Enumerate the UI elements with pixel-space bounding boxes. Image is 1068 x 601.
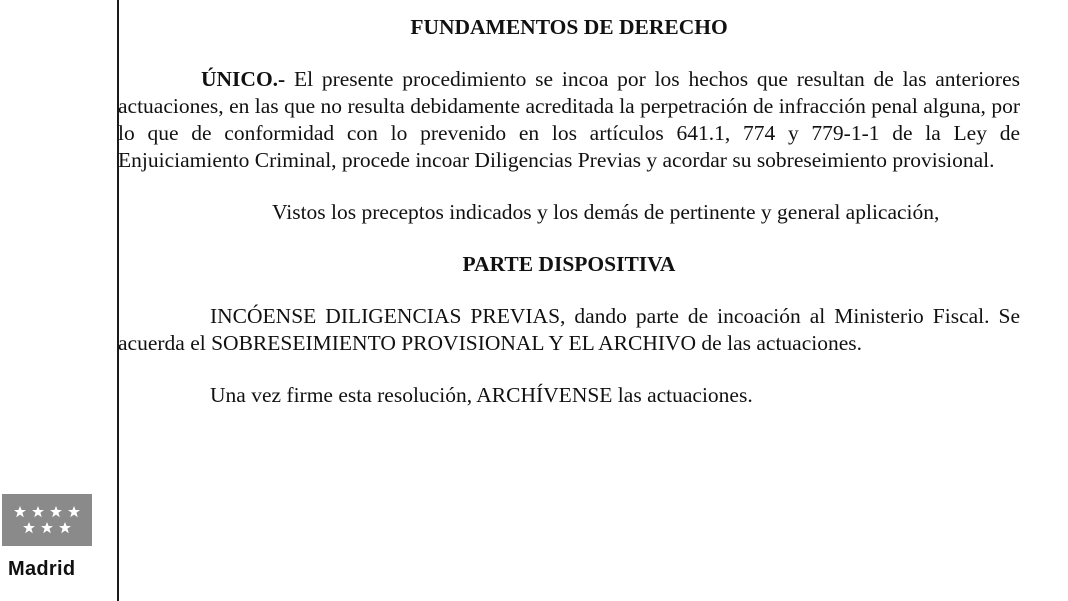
stars-icon	[11, 502, 83, 538]
paragraph-incoense: INCÓENSE DILIGENCIAS PREVIAS, dando parte de incoación al Ministerio Fiscal. Se acuerda el SOBRESEIMIENTO PROVISIONAL Y EL ARCHIVO de las actuaciones.	[118, 304, 1020, 355]
paragraph-vistos: Vistos los preceptos indicados y los demás de pertinente y general aplicación,	[272, 200, 940, 224]
logo-label: Madrid	[8, 558, 76, 580]
madrid-logo	[2, 494, 92, 546]
unico-label: ÚNICO.-	[201, 67, 286, 91]
paragraph-archivense: Una vez firme esta resolución, ARCHÍVENSE las actuaciones.	[210, 383, 753, 407]
unico-text: El presente procedimiento se incoa por los hechos que resultan de las anteriores actuaciones, en las que no resulta debidamente acreditada la perpetración de infracción penal alguna, por lo que de conformidad con lo prevenido en los artículos 641.1, 774 y 779-1-1 de la Ley de Enjuiciamiento Criminal, procede incoar Diligencias Previas y acordar su sobreseimiento provisional.	[118, 67, 1020, 172]
heading-fundamentos: FUNDAMENTOS DE DERECHO	[410, 15, 728, 39]
heading-parte-dispositiva: PARTE DISPOSITIVA	[462, 252, 676, 276]
paragraph-unico	[118, 66, 1020, 174]
document-body	[118, 14, 1020, 409]
